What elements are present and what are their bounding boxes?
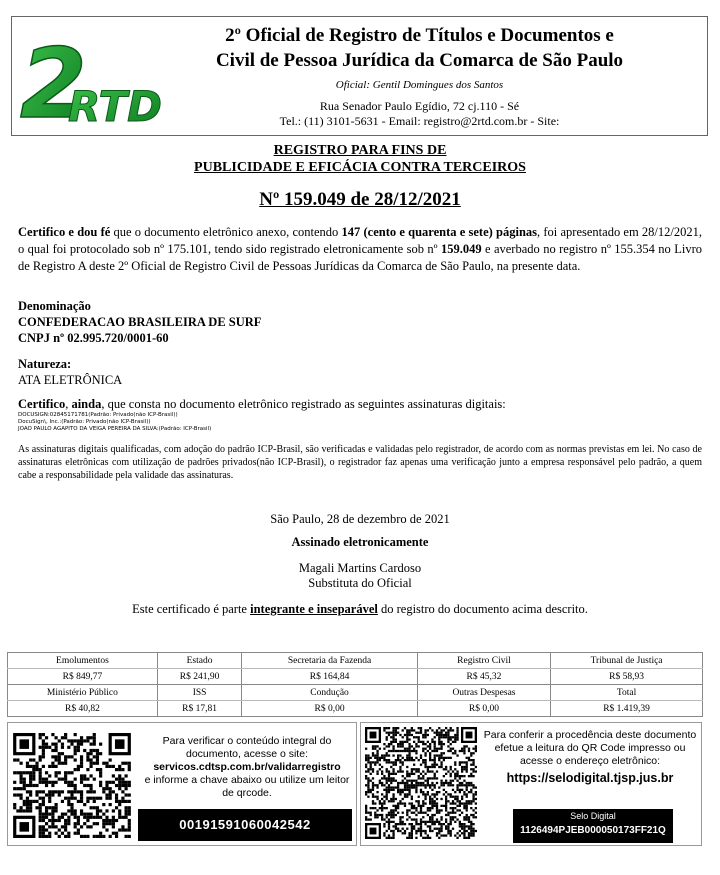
table-row <box>8 653 703 669</box>
verification-site-link[interactable]: servicos.cdtsp.com.br/validarregistro <box>153 761 341 773</box>
fee-value: R$ 164,84 <box>242 669 418 685</box>
table-row <box>8 701 703 717</box>
certificate-paragraph: Certifico e dou fé que o documento eletrônico anexo, contendo 147 (cento e quarenta e sete) páginas, foi apresentado em 28/12/2021, o qual foi protocolado sob nº 175.101, tendo sido registrado eletronicamente sob nº 159.049 e averbado no registro nº 155.354 no Livro de Registro A deste 2º Oficial de Registro Civil de Pessoas Jurídicas da Comarca de São Paulo, na presente data. <box>18 225 702 273</box>
table-row <box>8 669 703 685</box>
fee-label: ISS <box>157 685 241 701</box>
svg-text:2: 2 <box>20 28 87 140</box>
signature-item: DocuSign\, Inc.:(Padrão: Privado(não ICP-Brasil)) <box>18 419 151 425</box>
signature-list <box>18 412 211 433</box>
fee-value: R$ 849,77 <box>8 669 158 685</box>
seal-instructions: Para conferir a procedência deste documento efetue a leitura do QR Code impresso ou acesse o endereço eletrônico: https://selodigital.tjsp.jus.br <box>483 729 697 785</box>
registry-title: 2º Oficial de Registro de Títulos e Documentos e Civil de Pessoa Jurídica da Comarca de São Paulo <box>215 25 624 71</box>
fee-label: Registro Civil <box>417 653 550 669</box>
fee-label: Condução <box>242 685 418 701</box>
fee-value: R$ 17,81 <box>157 701 241 717</box>
fee-label: Tribunal de Justiça <box>551 653 703 669</box>
seal-url-link[interactable]: https://selodigital.tjsp.jus.br <box>506 771 674 785</box>
signer-role: Substituta do Oficial <box>308 576 412 590</box>
registry-header <box>11 16 708 140</box>
svg-text:RTD: RTD <box>68 82 162 131</box>
city-date: São Paulo, 28 de dezembro de 2021 <box>270 512 450 526</box>
signature-item: JOAO PAULO AGAPITO DA VEIGA PEREIRA DA SILVA:(Padrão: ICP-Brasil) <box>18 426 212 432</box>
verification-qrcode-icon[interactable] <box>12 733 132 838</box>
verification-instructions: Para verificar o conteúdo integral do documento, acesse o site: servicos.cdtsp.com.br/validarregistro e informe a chave abaixo ou utilize um leitor de qrcode. <box>144 735 350 799</box>
registry-address: Rua Senador Paulo Egídio, 72 cj.110 - Sé Tel.: (11) 3101-5631 - Email: registro@2rtd.com.br - Site: <box>279 99 560 128</box>
fee-label: Secretaria da Fazenda <box>242 653 418 669</box>
fee-value: R$ 40,82 <box>8 701 158 717</box>
signatures-paragraph: Certifico, ainda, que consta no documento eletrônico registrado as seguintes assinaturas digitais: <box>18 397 506 411</box>
fee-value: R$ 58,93 <box>551 669 703 685</box>
official-name: Oficial: Gentil Domingues dos Santos <box>335 79 504 91</box>
company-cnpj: CNPJ nº 02.995.720/0001-60 <box>18 331 169 345</box>
fee-value: R$ 1.419,39 <box>551 701 703 717</box>
signed-electronically: Assinado eletronicamente <box>291 535 429 549</box>
signer-name: Magali Martins Cardoso <box>298 561 422 575</box>
signature-item: DOCUSIGN:02845171781(Padrão: Privado(não ICP-Brasil)) <box>18 412 178 418</box>
2rtd-logo <box>18 21 162 140</box>
verification-key: 00191591060042542 <box>138 809 352 841</box>
fees-table <box>7 652 703 717</box>
denomination-block: Denominação CONFEDERACAO BRASILEIRA DE SURF CNPJ nº 02.995.720/0001-60 <box>18 298 702 346</box>
nature-block: Natureza: ATA ELETRÔNICA <box>18 357 123 387</box>
fee-value: R$ 45,32 <box>417 669 550 685</box>
table-row <box>8 685 703 701</box>
fee-label: Ministério Público <box>8 685 158 701</box>
fee-value: R$ 0,00 <box>417 701 550 717</box>
verification-box <box>7 722 357 846</box>
signature-disclaimer: As assinaturas digitais qualificadas, com adoção do padrão ICP-Brasil, são verificadas e validadas pelo registrador, de acordo com as normas previstas em lei. No caso de assinaturas eletrônicas com utilização de padrões privados(não ICP-Brasil), o registrador faz apenas uma verificação junto a empresa responsável pelo padrão, a quem cabe a responsabilidade pela validade das assinaturas. <box>18 444 702 481</box>
fee-label: Outras Despesas <box>417 685 550 701</box>
seal-code: 1126494PJEB000050173FF21Q <box>520 825 666 836</box>
fee-label: Emolumentos <box>8 653 158 669</box>
registration-number: Nº 159.049 de 28/12/2021 <box>259 189 461 210</box>
seal-qrcode-icon[interactable] <box>365 727 477 839</box>
registration-title: REGISTRO PARA FINS DE PUBLICIDADE E EFICÁCIA CONTRA TERCEIROS <box>194 143 526 175</box>
company-name: CONFEDERACAO BRASILEIRA DE SURF <box>18 315 262 329</box>
digital-seal: Selo Digital 1126494PJEB000050173FF21Q <box>513 809 673 843</box>
digital-seal-box <box>360 722 702 846</box>
fee-label: Total <box>551 685 703 701</box>
fee-value: R$ 0,00 <box>242 701 418 717</box>
fee-value: R$ 241,90 <box>157 669 241 685</box>
integral-statement: Este certificado é parte integrante e inseparável do registro do documento acima descrito. <box>132 602 588 616</box>
fee-label: Estado <box>157 653 241 669</box>
